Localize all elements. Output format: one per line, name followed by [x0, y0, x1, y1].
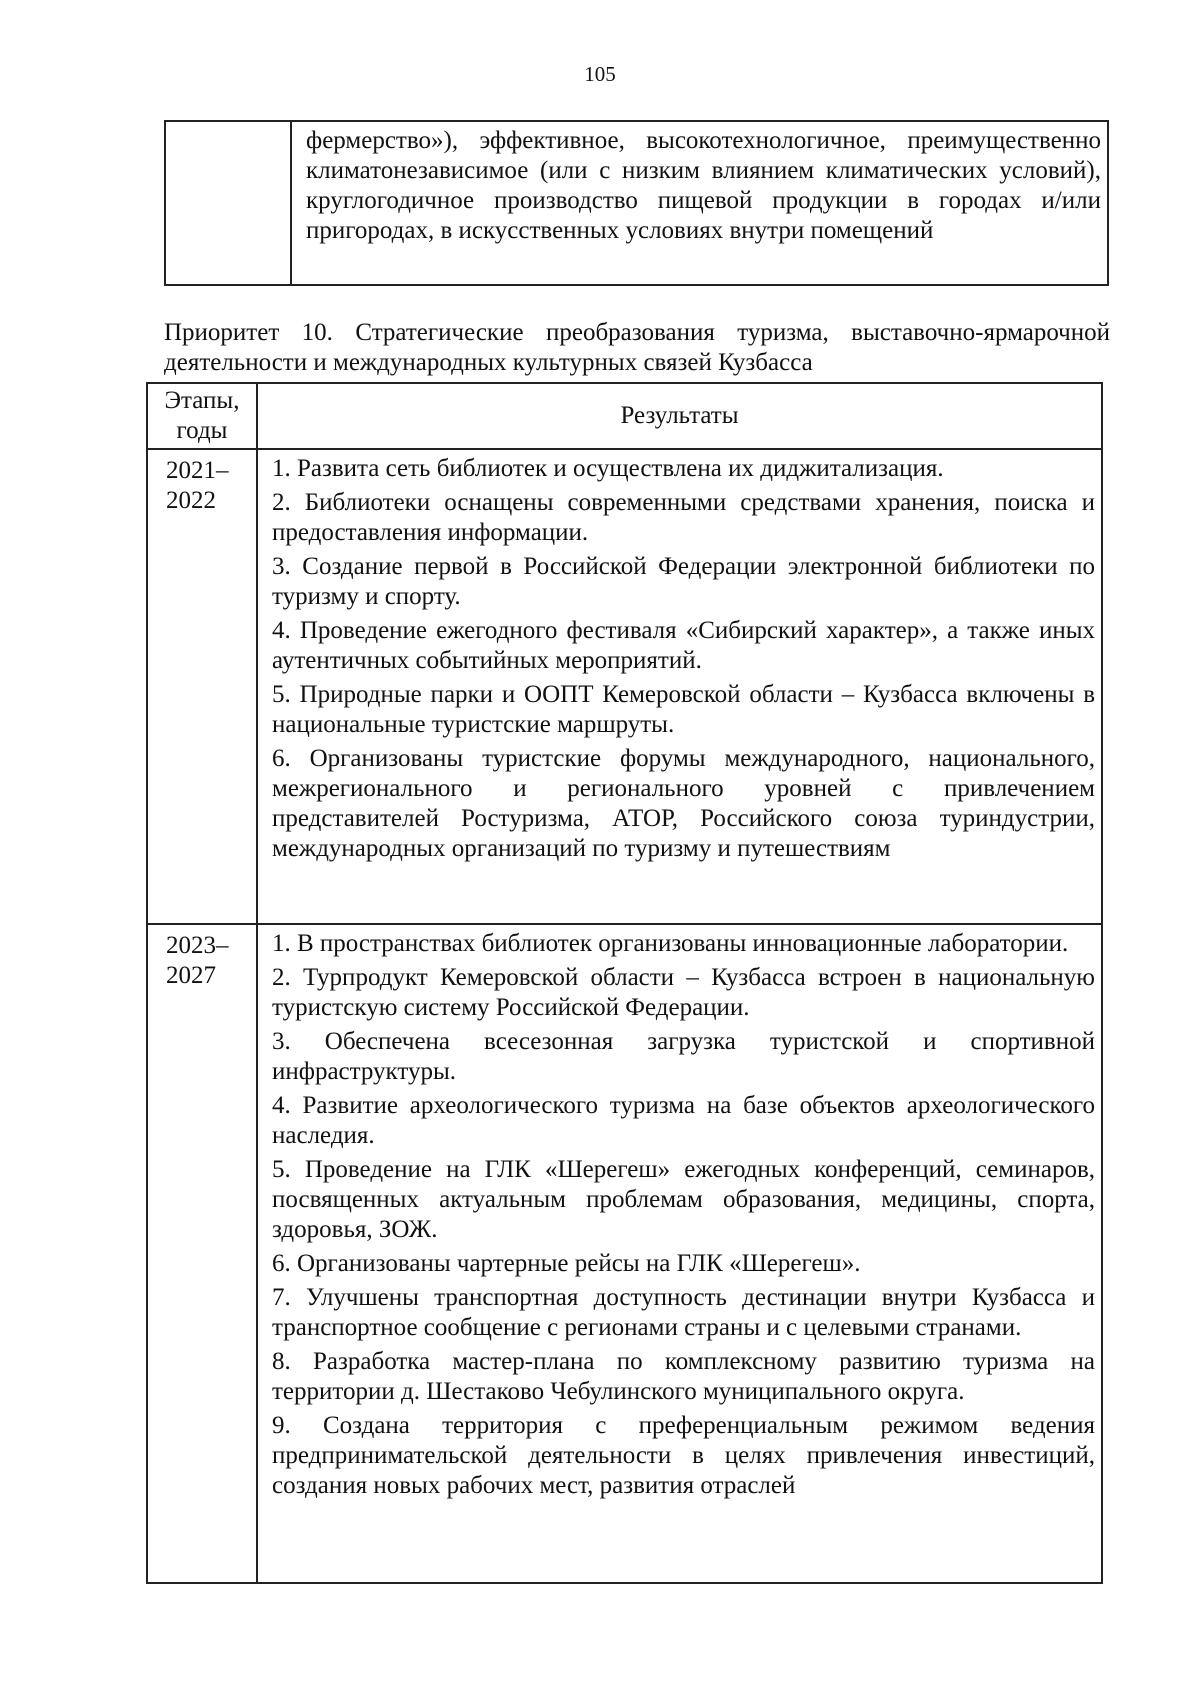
result-item: 2. Библиотеки оснащены современными средствами хранения, поиска и предоставления информации.: [272, 489, 1095, 546]
result-item: 3. Создание первой в Российской Федерации электронной библиотеки по туризму и спорту.: [272, 553, 1095, 610]
continuation-text: фермерство»), эффективное, высокотехнологичное, преимущественно климатонезависимое (или с низким влиянием климатических условий), круглогодичное производство пищевой продукции в городах и/или пригородах, в искусственных условиях внутри помещений: [306, 127, 1101, 244]
result-item: 2. Турпродукт Кемеровской области – Кузбасса встроен в национальную туристскую систему Российской Федерации.: [272, 963, 1095, 1021]
header-stage: Этапы, годы: [147, 383, 257, 449]
table-row: [147, 924, 1102, 1583]
result-item: 6. Организованы чартерные рейсы на ГЛК «Шерегеш».: [272, 1249, 861, 1277]
result-item: 8. Разработка мастер-плана по комплексному развитию туризма на территории д. Шестаково Чебулинского муниципального округа.: [272, 1347, 1095, 1405]
table-header-row: [147, 383, 1102, 449]
result-item: 1. В пространствах библиотек организованы инновационные лаборатории.: [272, 929, 1069, 957]
stage-cell: 2021–2022: [147, 449, 257, 924]
header-results: Результаты: [257, 383, 1102, 449]
table-row: [147, 449, 1102, 924]
continuation-table: [164, 120, 1109, 286]
stage-cell: 2023–2027: [147, 924, 257, 1583]
results-cell: [257, 449, 1102, 924]
result-item: 4. Развитие археологического туризма на базе объектов археологического наследия.: [272, 1091, 1095, 1149]
priority-heading: Приоритет 10. Стратегические преобразования туризма, выставочно-ярмарочной деятельности и международных культурных связей Кузбасса: [164, 319, 1110, 376]
continuation-row: [165, 121, 1108, 285]
result-item: 1. Развита сеть библиотек и осуществлена их диджитализация.: [272, 455, 944, 482]
result-item: 3. Обеспечена всесезонная загрузка туристской и спортивной инфраструктуры.: [272, 1027, 1095, 1085]
result-item: 6. Организованы туристские форумы международного, национального, межрегионального и регионального уровней с привлечением представителей Ростуризма, АТОР, Российского союза туриндустрии, международных организаций по туризму и путешествиям: [272, 745, 1095, 862]
result-item: 7. Улучшены транспортная доступность дестинации внутри Кузбасса и транспортное сообщение с регионами страны и с целевыми странами.: [272, 1283, 1095, 1341]
continuation-empty-cell: [165, 121, 291, 285]
results-table: [146, 382, 1103, 1584]
result-item: 5. Проведение на ГЛК «Шерегеш» ежегодных конференций, семинаров, посвященных актуальным проблемам образования, медицины, спорта, здоровья, ЗОЖ.: [272, 1155, 1095, 1243]
result-item: 4. Проведение ежегодного фестиваля «Сибирский характер», а также иных аутентичных событийных мероприятий.: [272, 617, 1095, 674]
result-item: 5. Природные парки и ООПТ Кемеровской области – Кузбасса включены в национальные туристские маршруты.: [272, 681, 1095, 738]
page-number: 105: [584, 62, 616, 86]
result-item: 9. Создана территория с преференциальным режимом ведения предпринимательской деятельности в целях привлечения инвестиций, создания новых рабочих мест, развития отраслей: [272, 1411, 1095, 1499]
continuation-text-cell: [291, 121, 1108, 285]
results-cell: [257, 924, 1102, 1583]
